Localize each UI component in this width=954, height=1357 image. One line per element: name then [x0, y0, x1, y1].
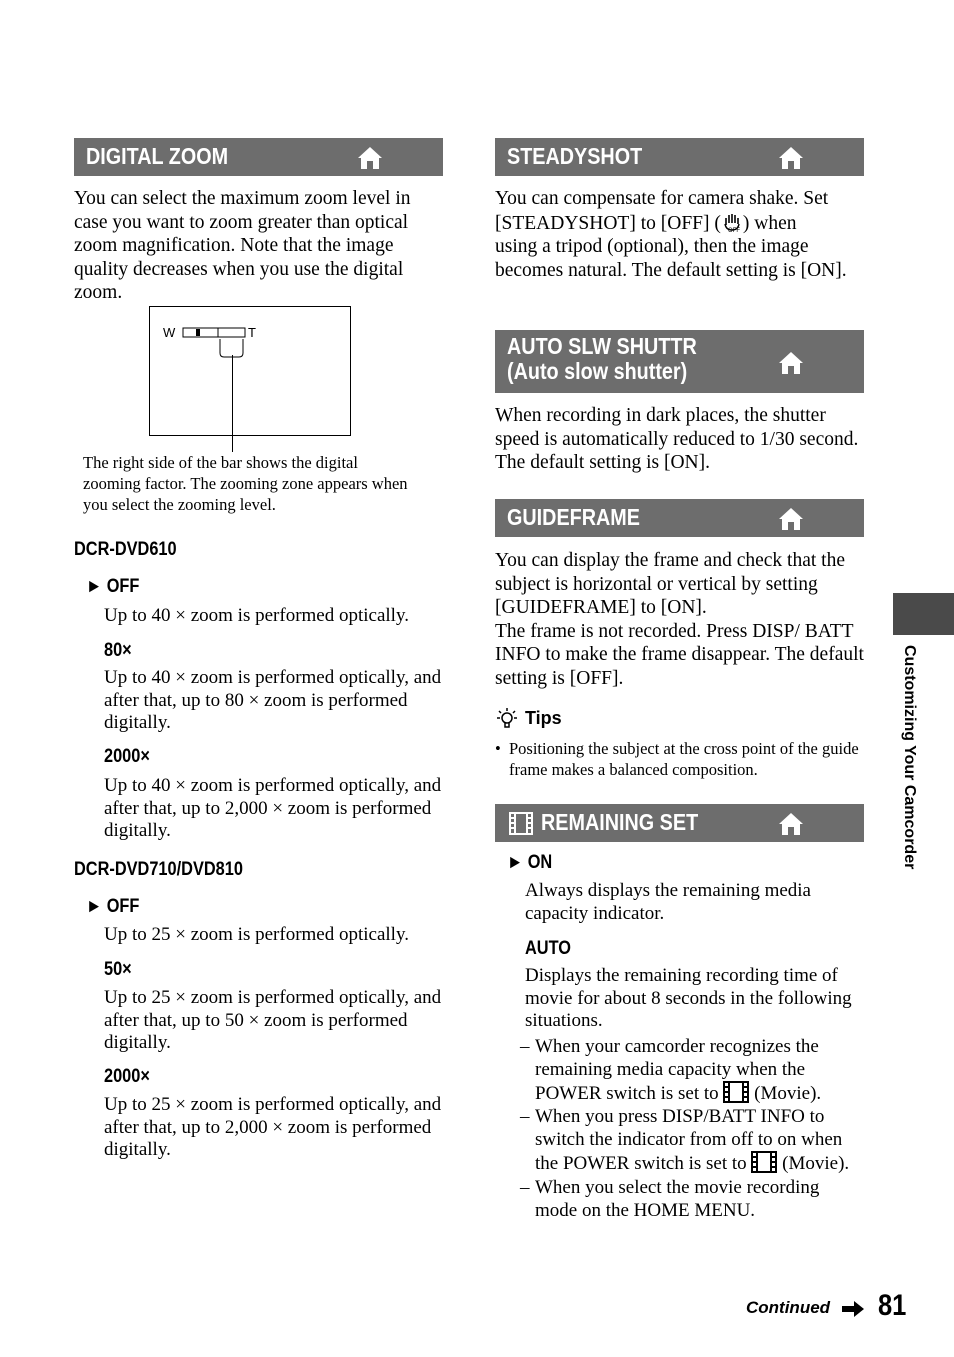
option-description: Up to 25 × zoom is performed optically.	[104, 924, 409, 945]
guideframe-body: You can display the frame and check that the subject is horizontal or vertical by setting [GUIDEFRAME] to [ON]. The frame is not recorded. Press DISP/ BATT INFO to make the frame disappear. The default setting is [OFF].	[495, 550, 864, 689]
home-icon[interactable]	[357, 145, 383, 171]
option-label: 80×	[104, 640, 132, 661]
option-on-default: ► ON	[507, 852, 553, 873]
zoom-bar-graphic	[180, 325, 250, 361]
chapter-side-label: Customizing Your Camcorder	[901, 645, 918, 870]
home-icon[interactable]	[778, 506, 804, 532]
model-heading: DCR-DVD610	[74, 539, 177, 560]
tips-heading: Tips	[525, 708, 562, 728]
zoom-bar-illustration	[149, 306, 351, 436]
zoom-t-label: T	[248, 325, 256, 340]
home-icon[interactable]	[778, 811, 804, 837]
section-title: AUTO SLW SHUTTR (Auto slow shutter)	[507, 333, 697, 384]
option-description: Up to 40 × zoom is performed optically, and after that, up to 2,000 × zoom is performed digitally.	[104, 775, 442, 841]
option-label: 50×	[104, 959, 132, 980]
option-description: Up to 25 × zoom is performed optically, and after that, up to 2,000 × zoom is performed digitally.	[104, 1094, 442, 1160]
option-label: 2000×	[104, 1066, 150, 1087]
chapter-tab-marker	[893, 593, 954, 635]
tips-lightbulb-icon	[496, 707, 518, 731]
option-description: Up to 25 × zoom is performed optically, and after that, up to 50 × zoom is performed digitally.	[104, 987, 442, 1053]
situation-item: – When your camcorder recognizes the remaining media capacity when the POWER switch is set to (Movie).	[520, 1036, 822, 1104]
arrow-right-icon	[841, 1300, 865, 1318]
situation-item: – When you select the movie recording mode on the HOME MENU.	[520, 1177, 820, 1221]
digital-zoom-intro: You can select the maximum zoom level in case you want to zoom greater than optical zoom magnification. Note that the image quality decreases when you use the digital zoom.	[74, 188, 411, 303]
zoom-caption: The right side of the bar shows the digital zooming factor. The zooming zone appears when you select the zooming level.	[83, 453, 408, 514]
section-title: GUIDEFRAME	[507, 504, 640, 530]
option-description: Up to 40 × zoom is performed optically.	[104, 605, 409, 626]
section-header-guideframe	[495, 499, 864, 537]
section-header-digital-zoom	[74, 138, 443, 176]
option-label: AUTO	[525, 938, 571, 959]
option-label: 2000×	[104, 746, 150, 767]
film-movie-icon	[508, 812, 534, 835]
section-title: STEADYSHOT	[507, 143, 643, 169]
svg-text:OFF: OFF	[727, 227, 740, 233]
chapter-side-label-wrap	[896, 645, 920, 895]
section-header-remaining-set	[495, 804, 864, 842]
home-icon[interactable]	[778, 145, 804, 171]
auto-slw-body: When recording in dark places, the shutter speed is automatically reduced to 1/30 second. The default setting is [ON].	[495, 405, 859, 473]
zoom-w-label: W	[163, 325, 176, 340]
section-header-steadyshot	[495, 138, 864, 176]
option-description: Up to 40 × zoom is performed optically, and after that, up to 80 × zoom is performed digitally.	[104, 667, 442, 733]
section-title: REMAINING SET	[541, 809, 699, 835]
page-number: 81	[878, 1289, 907, 1322]
situation-item: – When you press DISP/BATT INFO to switch the indicator from off to on when the POWER switch is set to (Movie).	[520, 1106, 850, 1174]
option-off-default: ► OFF	[86, 576, 140, 597]
tip-item: • Positioning the subject at the cross point of the guide frame makes a balanced composition.	[495, 739, 859, 779]
home-icon[interactable]	[778, 350, 804, 376]
continued-label: Continued	[746, 1298, 831, 1317]
caption-leader-line	[232, 355, 233, 452]
section-title: DIGITAL ZOOM	[86, 143, 229, 169]
option-description: Always displays the remaining media capacity indicator.	[525, 880, 811, 924]
section-header-auto-slw-shuttr	[495, 330, 864, 393]
steadyshot-body: You can compensate for camera shake. Set [STEADYSHOT] to [OFF] ( OFF ) when using a tripod (optional), then the image becomes natural. The default setting is [ON].	[495, 188, 847, 281]
movie-mode-icon	[751, 1151, 777, 1173]
option-description: Displays the remaining recording time of movie for about 8 seconds in the following situations.	[525, 965, 852, 1031]
steadyshot-off-icon	[721, 211, 743, 233]
option-off-default: ► OFF	[86, 896, 140, 917]
movie-mode-icon	[723, 1081, 749, 1103]
model-heading: DCR-DVD710/DVD810	[74, 859, 243, 880]
